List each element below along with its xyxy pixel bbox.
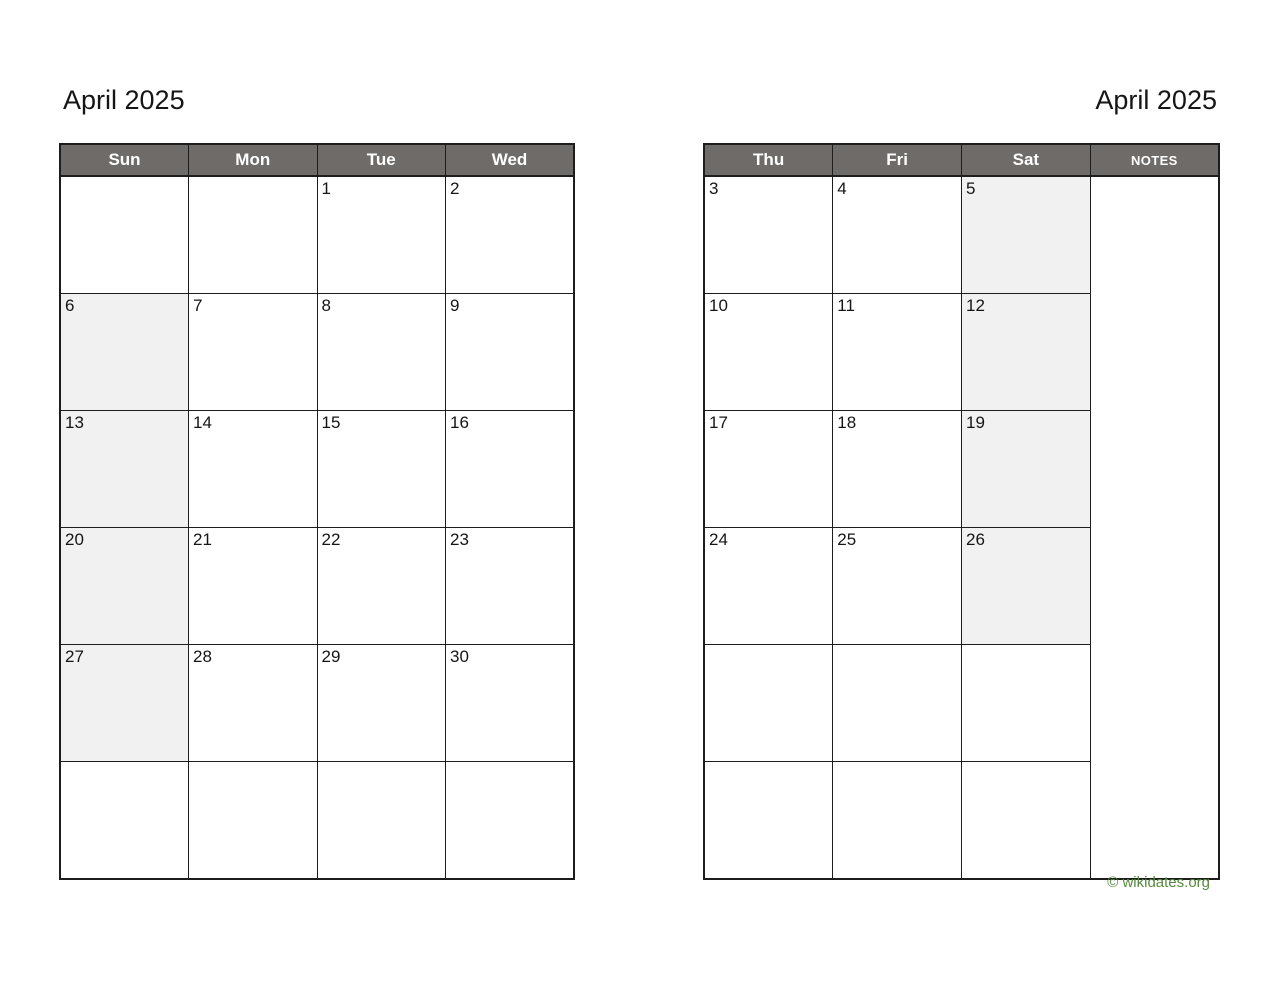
day-cell [704, 176, 833, 294]
day-cell [704, 411, 833, 528]
day-header-sat: Sat [962, 144, 1091, 176]
day-number: 21 [193, 530, 212, 549]
day-header-row [60, 144, 574, 176]
day-cell [833, 645, 962, 762]
day-number: 29 [321, 647, 341, 666]
day-cell [962, 762, 1091, 880]
day-cell [189, 411, 318, 528]
week-row [60, 528, 574, 645]
day-cell [189, 528, 318, 645]
week-row [60, 176, 574, 294]
notes-header: NOTES [1090, 144, 1219, 176]
week-row [704, 176, 1219, 294]
day-header-thu: Thu [704, 144, 833, 176]
day-cell [962, 176, 1091, 294]
day-number: 19 [966, 413, 985, 432]
day-cell [962, 645, 1091, 762]
day-cell [833, 411, 962, 528]
day-cell [446, 176, 575, 294]
day-cell [446, 528, 575, 645]
day-cell [833, 762, 962, 880]
day-number: 18 [837, 413, 857, 432]
day-cell [60, 762, 189, 880]
day-header-wed: Wed [446, 144, 575, 176]
day-number: 30 [450, 647, 469, 666]
day-number: 11 [837, 296, 855, 315]
credit-link[interactable]: © wikidates.org [1107, 874, 1210, 891]
day-number: 27 [65, 647, 84, 666]
day-cell [189, 176, 318, 294]
day-number: 7 [193, 296, 203, 315]
day-header-tue: Tue [317, 144, 446, 176]
day-number: 14 [193, 413, 212, 432]
week-row [60, 294, 574, 411]
calendar-table-left [59, 143, 575, 880]
day-cell [189, 294, 318, 411]
day-number: 23 [450, 530, 469, 549]
day-cell [317, 411, 446, 528]
day-cell [189, 762, 318, 880]
day-header-row [704, 144, 1219, 176]
day-number: 8 [321, 296, 331, 315]
day-cell [446, 645, 575, 762]
week-row [60, 645, 574, 762]
day-number: 26 [966, 530, 985, 549]
day-cell [704, 645, 833, 762]
day-number: 4 [837, 179, 847, 198]
calendar-table-right [703, 143, 1220, 880]
day-header-sun: Sun [60, 144, 189, 176]
day-number: 17 [709, 413, 728, 432]
day-number: 20 [65, 530, 84, 549]
day-cell [317, 762, 446, 880]
day-cell [189, 645, 318, 762]
page-title-left: April 2025 [63, 85, 185, 115]
day-cell [833, 294, 962, 411]
day-cell [317, 294, 446, 411]
day-cell [833, 176, 962, 294]
day-number: 9 [450, 296, 460, 315]
day-cell [60, 528, 189, 645]
day-cell [60, 645, 189, 762]
day-number: 2 [450, 179, 460, 198]
day-number: 13 [65, 413, 84, 432]
day-number: 28 [193, 647, 212, 666]
day-number: 16 [450, 413, 469, 432]
day-number: 25 [837, 530, 857, 549]
day-cell [317, 176, 446, 294]
day-cell [60, 411, 189, 528]
day-header-fri: Fri [833, 144, 962, 176]
day-cell [704, 294, 833, 411]
day-number: 24 [709, 530, 728, 549]
day-cell [962, 411, 1091, 528]
week-row [60, 411, 574, 528]
day-number: 1 [321, 179, 331, 198]
day-cell [833, 528, 962, 645]
day-cell [962, 294, 1091, 411]
day-number: 12 [966, 296, 985, 315]
day-cell [446, 411, 575, 528]
day-cell [60, 176, 189, 294]
day-number: 22 [321, 530, 341, 549]
day-cell [446, 294, 575, 411]
day-header-mon: Mon [189, 144, 318, 176]
day-cell [704, 762, 833, 880]
day-number: 5 [966, 179, 976, 198]
notes-cell [1090, 176, 1219, 879]
week-row [60, 762, 574, 880]
day-cell [446, 762, 575, 880]
day-number: 15 [321, 413, 341, 432]
day-number: 10 [709, 296, 728, 315]
day-cell [962, 528, 1091, 645]
day-cell [317, 528, 446, 645]
day-number: 6 [65, 296, 75, 315]
day-cell [317, 645, 446, 762]
day-cell [704, 528, 833, 645]
day-number: 3 [709, 179, 719, 198]
page-title-right: April 2025 [1095, 85, 1217, 115]
day-cell [60, 294, 189, 411]
